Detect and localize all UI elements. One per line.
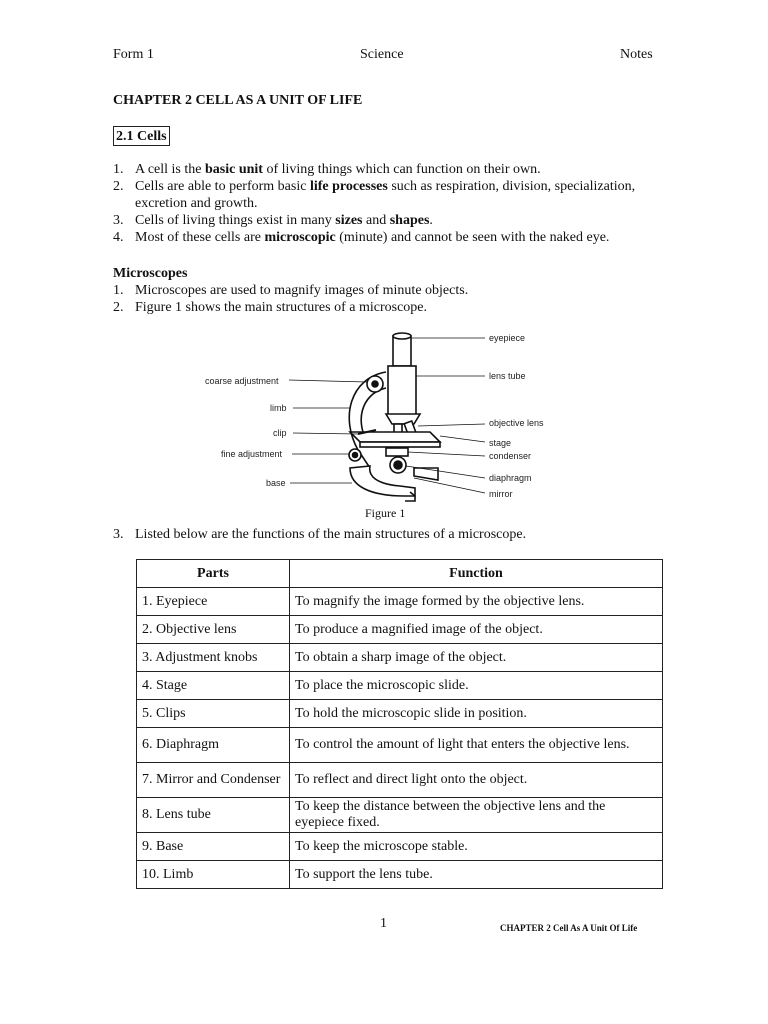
label-fine-adjustment: fine adjustment	[221, 449, 283, 459]
section-heading: 2.1 Cells	[113, 126, 170, 146]
function-cell: To obtain a sharp image of the object.	[290, 644, 663, 672]
header-subject: Science	[360, 47, 404, 62]
text: Cells are able to perform basic	[135, 179, 310, 194]
column-header-function: Function	[290, 560, 663, 588]
table-row	[137, 588, 663, 616]
part-cell: 1. Eyepiece	[137, 588, 290, 616]
part-cell: 7. Mirror and Condenser	[137, 763, 290, 798]
microscopes-heading: Microscopes	[113, 266, 188, 281]
chapter-title: CHAPTER 2 CELL AS A UNIT OF LIFE	[113, 93, 363, 108]
function-cell: To place the microscopic slide.	[290, 672, 663, 700]
list-number: 2.	[113, 300, 124, 315]
figure-caption: Figure 1	[365, 506, 406, 520]
text: Listed below are the functions of the main structures of a microscope.	[135, 527, 527, 542]
label-mirror: mirror	[489, 489, 513, 499]
text: and	[362, 213, 390, 228]
bold-term: shapes	[389, 213, 430, 228]
function-cell: To support the lens tube.	[290, 861, 663, 889]
list-number: 2.	[113, 179, 124, 194]
part-cell: 10. Limb	[137, 861, 290, 889]
microscopes-list	[113, 282, 673, 316]
table-row	[137, 861, 663, 889]
cells-list	[113, 161, 673, 246]
text: (minute) and cannot be seen with the naked eye.	[335, 230, 610, 245]
label-eyepiece: eyepiece	[489, 333, 526, 343]
part-cell: 9. Base	[137, 833, 290, 861]
function-cell: To produce a magnified image of the object.	[290, 616, 663, 644]
table-row	[137, 672, 663, 700]
header-form: Form 1	[113, 47, 154, 62]
label-coarse-adjustment: coarse adjustment	[205, 376, 279, 386]
table-row	[137, 616, 663, 644]
text: Cells of living things exist in many	[135, 213, 336, 228]
part-cell: 4. Stage	[137, 672, 290, 700]
bold-term: sizes	[335, 213, 363, 228]
list-number: 3.	[113, 213, 124, 228]
table-row	[137, 728, 663, 763]
list-item	[113, 282, 673, 299]
part-cell: 2. Objective lens	[137, 616, 290, 644]
text: Figure 1 shows the main structures of a microscope.	[135, 300, 427, 315]
part-cell: 8. Lens tube	[137, 798, 290, 833]
function-cell: To keep the microscope stable.	[290, 833, 663, 861]
bold-term: life processes	[309, 179, 388, 194]
list-number: 1.	[113, 283, 124, 298]
function-cell: To magnify the image formed by the objective lens.	[290, 588, 663, 616]
bold-term: basic unit	[205, 162, 263, 177]
function-cell: To keep the distance between the objective lens and the eyepiece fixed.	[290, 798, 663, 833]
label-stage: stage	[489, 438, 512, 448]
page-number: 1	[380, 916, 387, 931]
table-row	[137, 798, 663, 833]
part-cell: 6. Diaphragm	[137, 728, 290, 763]
text: of living things which can function on their own.	[262, 162, 541, 177]
function-cell: To hold the microscopic slide in position.	[290, 700, 663, 728]
list-item	[113, 299, 673, 316]
table-row	[137, 700, 663, 728]
text: A cell is the	[135, 162, 205, 177]
header-notes: Notes	[620, 47, 653, 62]
footer-title: CHAPTER 2 Cell As A Unit Of Life	[500, 923, 638, 933]
list-item	[113, 212, 673, 229]
label-diaphragm: diaphragm	[489, 473, 532, 483]
part-cell: 5. Clips	[137, 700, 290, 728]
text: .	[429, 213, 433, 228]
table-header-row	[137, 560, 663, 588]
function-cell: To reflect and direct light onto the object.	[290, 763, 663, 798]
list-item	[113, 178, 673, 212]
label-base: base	[266, 478, 286, 488]
list-number: 3.	[113, 527, 124, 542]
microscope-figure	[200, 328, 580, 506]
parts-function-table	[136, 559, 663, 889]
bold-term: microscopic	[264, 230, 336, 245]
functions-intro	[113, 526, 673, 543]
list-item	[113, 161, 673, 178]
table-row	[137, 833, 663, 861]
table-row	[137, 644, 663, 672]
label-objective-lens: objective lens	[489, 418, 544, 428]
text: Microscopes are used to magnify images of minute objects.	[135, 283, 469, 298]
label-clip: clip	[273, 428, 287, 438]
label-limb: limb	[270, 403, 287, 413]
label-lens-tube: lens tube	[489, 371, 526, 381]
text: such as respiration, division, specialization, excretion and growth.	[135, 179, 636, 211]
list-item	[113, 229, 673, 246]
table-row	[137, 763, 663, 798]
list-number: 4.	[113, 230, 124, 245]
list-item	[113, 526, 673, 543]
function-cell: To control the amount of light that enters the objective lens.	[290, 728, 663, 763]
list-number: 1.	[113, 162, 124, 177]
text: Most of these cells are	[135, 230, 265, 245]
column-header-parts: Parts	[137, 560, 290, 588]
part-cell: 3. Adjustment knobs	[137, 644, 290, 672]
label-condenser: condenser	[489, 451, 532, 461]
